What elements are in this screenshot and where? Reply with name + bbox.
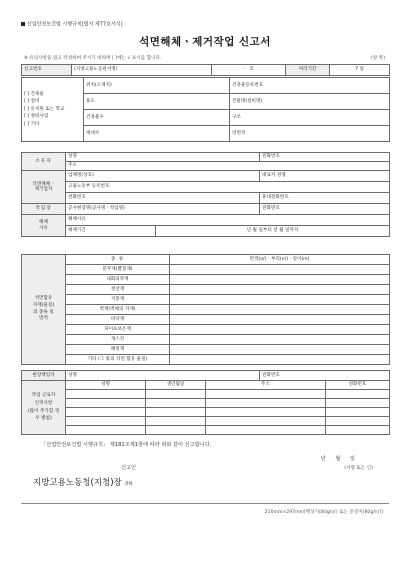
worker-birth-input[interactable] — [146, 390, 206, 399]
building-reg-field[interactable] — [230, 78, 390, 94]
worker-name-input[interactable] — [66, 408, 146, 417]
option-label: [ ] 기타 — [24, 121, 40, 127]
removal-period-label: 해체기간 — [66, 226, 156, 237]
asbestos-type-row: 천장재 — [66, 285, 170, 295]
processing-period-label: 처리기간 — [286, 65, 330, 76]
field-label: 고용노동부 등록번호 — [68, 184, 110, 190]
field-label: 구조 — [232, 114, 241, 120]
building-option-facility[interactable] — [24, 98, 81, 105]
site-manager-label: 현장책임자 — [22, 371, 66, 381]
worker-birth-input[interactable] — [146, 426, 206, 435]
field-label: 전화번호 — [262, 154, 280, 160]
site-label: 작업장 — [22, 204, 66, 215]
owner-label: 소유자 — [22, 153, 66, 171]
removal-period-text: 년 월 일부터 년 월 일까지 — [246, 228, 299, 234]
worker-name-input[interactable] — [66, 426, 146, 435]
field-label: 위치(소재지) — [86, 82, 112, 88]
removal-period-field[interactable] — [156, 226, 390, 237]
asbestos-area-input[interactable] — [170, 275, 390, 285]
worker-phone-input[interactable] — [326, 408, 390, 417]
worker-birth-input[interactable] — [146, 417, 206, 426]
worker-row — [22, 399, 390, 408]
workers-col-birth: 생년월일 — [146, 381, 206, 390]
contractor-mobile-field[interactable] — [260, 193, 390, 204]
option-label: [ ] 유치원 또는 학교 — [24, 106, 65, 112]
contractor-phone-field[interactable] — [66, 193, 260, 204]
asbestos-type-row: 기타 (그 밖의 석면 함유 물질) — [66, 355, 170, 365]
asbestos-area-input[interactable] — [170, 265, 390, 275]
contractor-company-field[interactable] — [66, 171, 260, 182]
field-label: 용도 — [86, 98, 95, 104]
field-label: 해체사유 — [68, 217, 86, 223]
asbestos-type-row: 파이프보온재 — [66, 325, 170, 335]
field-label: 업체명(상호) — [68, 173, 94, 179]
building-table — [21, 77, 390, 142]
worker-row — [22, 408, 390, 417]
addressee — [33, 479, 133, 489]
worker-phone-input[interactable] — [326, 417, 390, 426]
workers-col-address: 주소 — [206, 381, 326, 390]
paper-spec: 210mm×297mm[백상지(80g/㎡) 또는 중질지(80g/㎡)] — [264, 510, 383, 515]
field-label: 전화번호 — [262, 206, 280, 212]
field-label: 성명 — [68, 372, 77, 378]
asbestos-area-input[interactable] — [170, 305, 390, 315]
option-label: [ ] 건축물 — [24, 92, 44, 98]
workers-table — [21, 380, 390, 435]
field-label: 성명 — [68, 154, 77, 160]
receipt-dash: - — [243, 67, 245, 73]
building-name-field[interactable] — [230, 94, 390, 110]
worker-address-input[interactable] — [206, 390, 326, 399]
form-reference — [21, 22, 123, 28]
contractor-label-line2: 제거업자 — [34, 187, 53, 192]
signature-field[interactable]: (서명 또는 인) — [344, 466, 373, 471]
workers-label-line4: 우 별첨) — [35, 416, 52, 422]
owner-phone-field[interactable] — [260, 153, 390, 162]
parties-table — [21, 152, 390, 237]
report-form-page — [21, 0, 389, 566]
workers-label-line1: 작업 근로자 — [31, 392, 56, 398]
field-label: 전화번호 — [68, 195, 86, 201]
processing-period-value: 7 일 — [330, 65, 390, 76]
asbestos-type-row: 내화피복재 — [66, 275, 170, 285]
building-option-other[interactable] — [24, 121, 81, 128]
workers-label-line3: (많이 추가할 경 — [27, 408, 60, 414]
building-option-redevelopment[interactable] — [24, 113, 81, 120]
households-field[interactable] — [84, 126, 230, 142]
page-side-label: (앞 쪽) — [371, 56, 385, 61]
worker-address-input[interactable] — [206, 417, 326, 426]
contractor-reg-field[interactable] — [66, 182, 390, 193]
asbestos-area-input[interactable] — [170, 315, 390, 325]
option-label: [ ] 설비 — [24, 99, 40, 105]
field-label: 전화번호 — [262, 372, 280, 378]
receipt-office-text: (지방고용노동관서명) — [74, 67, 118, 73]
asbestos-type-row: 패킹재 — [66, 345, 170, 355]
site-manager-name-field[interactable] — [66, 371, 260, 381]
report-date[interactable]: 년 월 일 — [320, 456, 359, 462]
owner-address-field[interactable] — [66, 162, 390, 171]
site-name-field[interactable] — [66, 204, 260, 215]
building-option-building[interactable] — [24, 91, 81, 98]
removal-label — [22, 215, 66, 237]
declaration-text: 「산업안전보건법 시행규칙」 제181조제1항에 따라 위와 같이 신고합니다. — [41, 442, 212, 448]
contractor-label-line1: 석면해체ㆍ — [32, 181, 55, 187]
worker-address-input[interactable] — [206, 399, 326, 408]
receipt-number-field[interactable] — [212, 65, 286, 76]
asbestos-label — [22, 255, 66, 365]
worker-row — [22, 426, 390, 435]
asbestos-type-header: 종 류 — [66, 255, 170, 265]
asbestos-type-row: 지붕재 — [66, 295, 170, 305]
worker-birth-input[interactable] — [146, 408, 206, 417]
site-phone-field[interactable] — [260, 204, 390, 215]
removal-label-line1: 해체 — [39, 220, 48, 226]
asbestos-area-input[interactable] — [170, 335, 390, 345]
worker-name-input[interactable] — [66, 390, 146, 399]
option-label: [ ] 정비사업 — [24, 114, 49, 120]
asbestos-label-line2: 자재(물질) — [32, 302, 55, 308]
field-label: 휴대전화번호 — [262, 195, 289, 201]
asbestos-area-input[interactable] — [170, 345, 390, 355]
contractor-label — [22, 171, 66, 204]
worker-address-input[interactable] — [206, 408, 326, 417]
worker-name-input[interactable] — [66, 399, 146, 408]
asbestos-label-line4: 면적 — [39, 316, 48, 322]
workers-label-line2: 인적사항 — [34, 400, 53, 406]
receipt-no-suffix: 호 — [249, 67, 254, 73]
form-title: 석면해체ㆍ제거작업 신고서 — [139, 36, 271, 48]
usage-field[interactable] — [84, 94, 230, 110]
field-label: 대표자 성명 — [262, 173, 286, 179]
worker-phone-input[interactable] — [326, 390, 390, 399]
addressee-name: 지방고용노동청(지청)장 — [33, 478, 122, 488]
asbestos-area-input[interactable] — [170, 325, 390, 335]
worker-phone-input[interactable] — [326, 399, 390, 408]
receipt-number-label: 신고번호 — [22, 65, 72, 76]
field-label: 건물명(설비명) — [232, 98, 263, 104]
workers-col-phone: 전화번호 — [326, 381, 390, 390]
asbestos-area-header: 면적(㎡)ㆍ부피(㎥)ㆍ길이(m) — [170, 255, 390, 265]
worker-row — [22, 417, 390, 426]
field-label: 주소 — [68, 163, 77, 169]
site-manager-phone-field[interactable] — [260, 371, 390, 381]
asbestos-type-row: 분무재(뿜칠재) — [66, 265, 170, 275]
building-option-school[interactable] — [24, 106, 81, 113]
field-label: 연면적 — [232, 130, 246, 136]
building-type-options — [22, 78, 84, 142]
floor-area-field[interactable] — [230, 126, 390, 142]
field-label: 건축물수 — [86, 114, 104, 120]
asbestos-type-row: 벽재(벽체의 자재) — [66, 305, 170, 315]
workers-label — [22, 381, 66, 435]
asbestos-area-input[interactable] — [170, 355, 390, 365]
removal-label-line2: 사유 — [39, 225, 48, 231]
structure-field[interactable] — [230, 110, 390, 126]
owner-name-field[interactable] — [66, 153, 260, 162]
field-label: 공사현장명(공사명ㆍ작업명) — [68, 206, 125, 212]
worker-name-input[interactable] — [66, 417, 146, 426]
form-reference-text: 산업안전보건법 시행규칙[별지 제77호서식] — [27, 21, 123, 28]
receipt-table — [21, 64, 390, 76]
square-bullet-icon — [21, 22, 25, 26]
asbestos-table — [21, 254, 390, 365]
addressee-suffix: 귀하 — [123, 482, 133, 487]
asbestos-type-row: 바닥재 — [66, 315, 170, 325]
field-label: 건축물등록번호 — [232, 82, 264, 88]
workers-col-name: 성명 — [66, 381, 146, 390]
asbestos-label-line1: 석면함유 — [34, 295, 53, 301]
worker-phone-input[interactable] — [326, 426, 390, 435]
contractor-rep-field[interactable] — [260, 171, 390, 182]
asbestos-area-input[interactable] — [170, 285, 390, 295]
worker-birth-input[interactable] — [146, 399, 206, 408]
asbestos-label-line3: 의 종류 및 — [33, 309, 54, 315]
removal-reason-field[interactable] — [66, 215, 390, 226]
location-field[interactable] — [84, 78, 230, 94]
asbestos-area-input[interactable] — [170, 295, 390, 305]
instruction-note: ※ 유의사항을 읽고 작성하여 주시기 바라며 [ ]에는 √ 표시를 합니다. — [24, 56, 162, 61]
reporter-label: 신고인 — [121, 465, 137, 471]
field-label: 세대수 — [86, 130, 100, 136]
worker-address-input[interactable] — [206, 426, 326, 435]
building-count-field[interactable] — [84, 110, 230, 126]
asbestos-type-row: 개스킷 — [66, 335, 170, 345]
receipt-office-field[interactable] — [72, 65, 212, 76]
worker-row — [22, 390, 390, 399]
footer-divider — [21, 503, 389, 504]
